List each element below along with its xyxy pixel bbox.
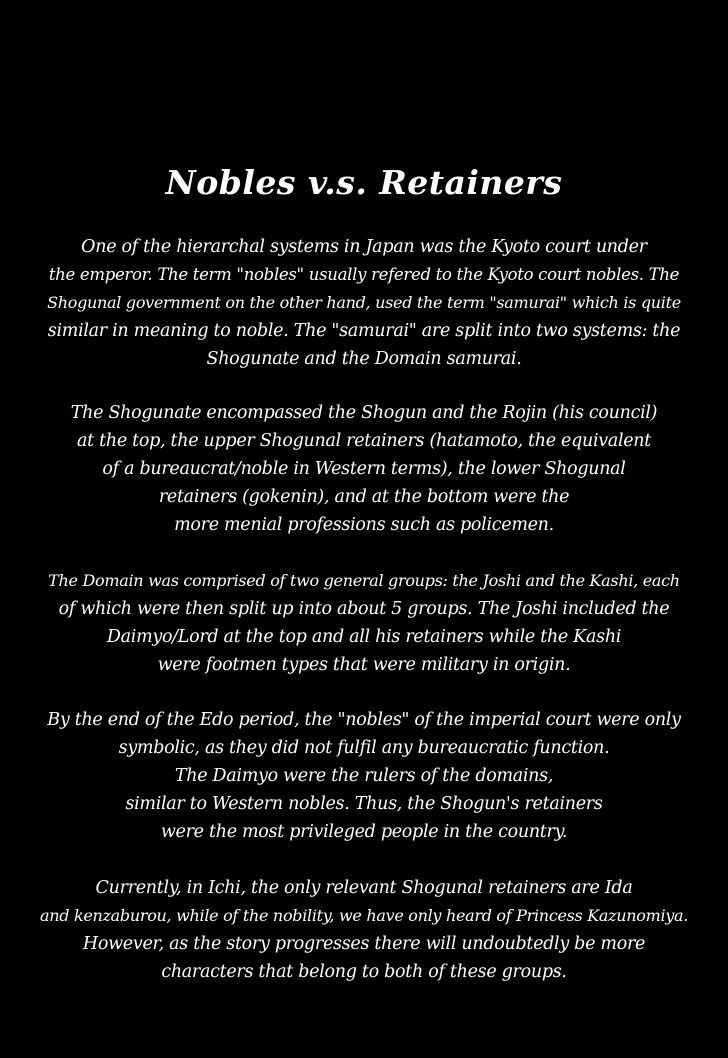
text-line: similar to Western nobles. Thus, the Shogun's retainers [125, 794, 603, 814]
text-line: were the most privileged people in the country. [160, 822, 568, 842]
text-line: By the end of the Edo period, the "nobles" of the imperial court were only [47, 710, 681, 730]
text-line: symbolic, as they did not fulfil any bureaucratic function. [118, 738, 610, 758]
text-line: were footmen types that were military in origin. [157, 655, 571, 675]
text-line: the emperor. The term "nobles" usually refered to the Kyoto court nobles. The [48, 265, 680, 284]
text-line: and kenzaburou, while of the nobility, we have only heard of Princess Kazunomiya. [40, 906, 689, 925]
text-line: Shogunal government on the other hand, used the term "samurai" which is quite [47, 293, 681, 312]
text-line: of which were then split up into about 5 groups. The Joshi included the [58, 599, 670, 619]
text-line: Currently, in Ichi, the only relevant Shogunal retainers are Ida [95, 878, 633, 898]
text-line: similar in meaning to noble. The "samurai" are split into two systems: the [47, 321, 681, 341]
paragraph-domain [40, 567, 688, 679]
text-line: The Domain was comprised of two general groups: the Joshi and the Kashi, each [48, 571, 680, 590]
paragraph-hierarchy [40, 233, 688, 373]
paragraph-shogunate [40, 399, 688, 539]
text-line: The Daimyo were the rulers of the domains, [174, 766, 554, 786]
paragraph-edo-period [40, 706, 688, 846]
text-line: characters that belong to both of these groups. [161, 962, 567, 982]
text-line: retainers (gokenin), and at the bottom were the [158, 487, 570, 507]
paragraph-currently [40, 874, 688, 986]
text-line: more menial professions such as policemen. [174, 515, 554, 535]
text-line: of a bureaucrat/noble in Western terms), the lower Shogunal [102, 459, 626, 479]
text-line: However, as the story progresses there will undoubtedly be more [82, 934, 646, 954]
text-line: at the top, the upper Shogunal retainers (hatamoto, the equivalent [76, 431, 652, 451]
text-line: Shogunate and the Domain samurai. [206, 349, 522, 369]
text-line: The Shogunate encompassed the Shogun and the Rojin (his council) [70, 403, 658, 423]
text-line: One of the hierarchal systems in Japan was the Kyoto court under [81, 237, 647, 257]
page-title: Nobles v.s. Retainers [165, 163, 563, 202]
text-line: Daimyo/Lord at the top and all his retainers while the Kashi [106, 627, 622, 647]
